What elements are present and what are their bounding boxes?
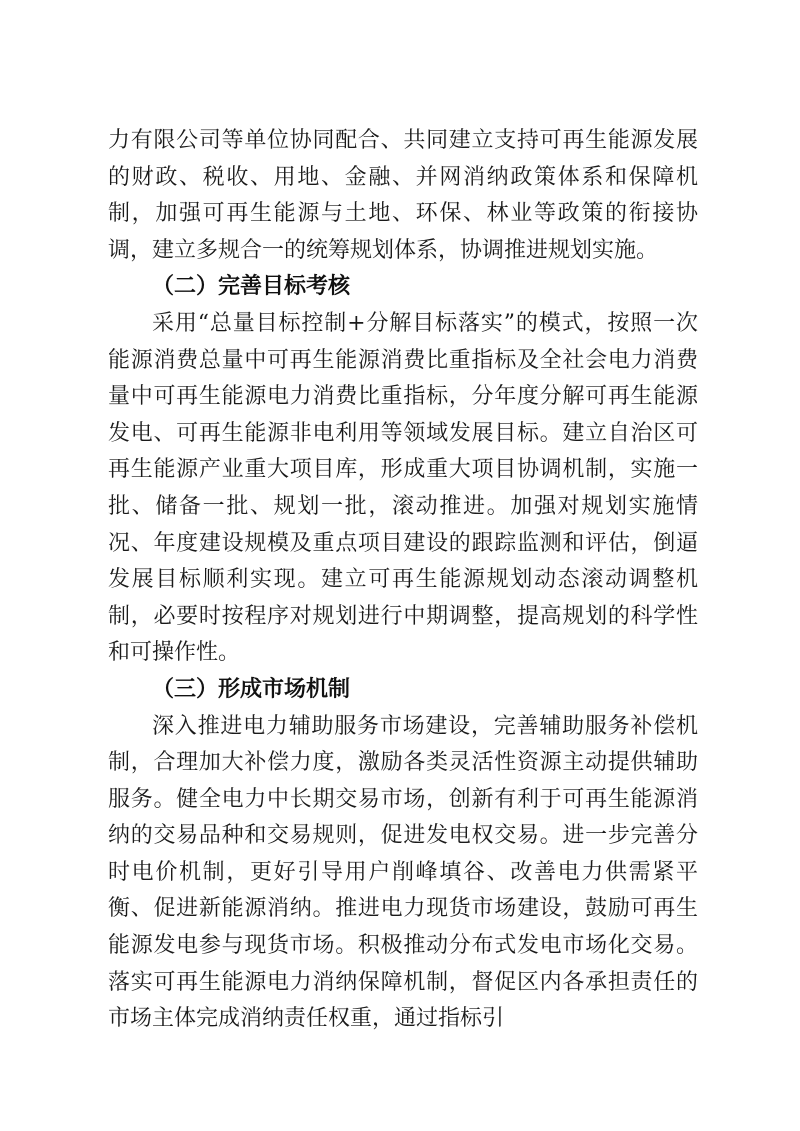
paragraph-continuation: 力有限公司等单位协同配合、共同建立支持可再生能源发展的财政、税收、用地、金融、并网消纳政策体系和保障机制，加强可再生能源与土地、环保、林业等政策的衔接协调，建立多规合一的统筹规划体系，协调推进规划实施。 bbox=[108, 128, 698, 263]
paragraph-target-assessment: 采用“总量目标控制+分解目标落实”的模式，按照一次能源消费总量中可再生能源消费比重指标及全社会电力消费量中可再生能源电力消费比重指标，分年度分解可再生能源发电、可再生能源非电利用等领域发展目标。建立自治区可再生能源产业重大项目库，形成重大项目协调机制，实施一批、储备一批、规划一批，滚动推进。加强对规划实施情况、年度建设规模及重点项目建设的跟踪监测和评估，倒逼发展目标顺利实现。建立可再生能源规划动态滚动调整机制，必要时按程序对规划进行中期调整，提高规划的科学性和可操作性。 bbox=[108, 310, 698, 666]
paragraph-market-mechanism: 深入推进电力辅助服务市场建设，完善辅助服务补偿机制，合理加大补偿力度，激励各类灵活性资源主动提供辅助服务。健全电力中长期交易市场，创新有利于可再生能源消纳的交易品种和交易规则，促进发电权交易。进一步完善分时电价机制，更好引导用户削峰填谷、改善电力供需紧平衡、促进新能源消纳。推进电力现货市场建设，鼓励可再生能源发电参与现货市场。积极推动分布式发电市场化交易。落实可再生能源电力消纳保障机制，督促区内各承担责任的市场主体完成消纳责任权重，通过指标引 bbox=[108, 713, 698, 1032]
section-heading-target-assessment: （二）完善目标考核 bbox=[152, 274, 351, 300]
document-body bbox=[108, 123, 698, 1038]
section-heading-market-mechanism: （三）形成市场机制 bbox=[152, 676, 351, 702]
